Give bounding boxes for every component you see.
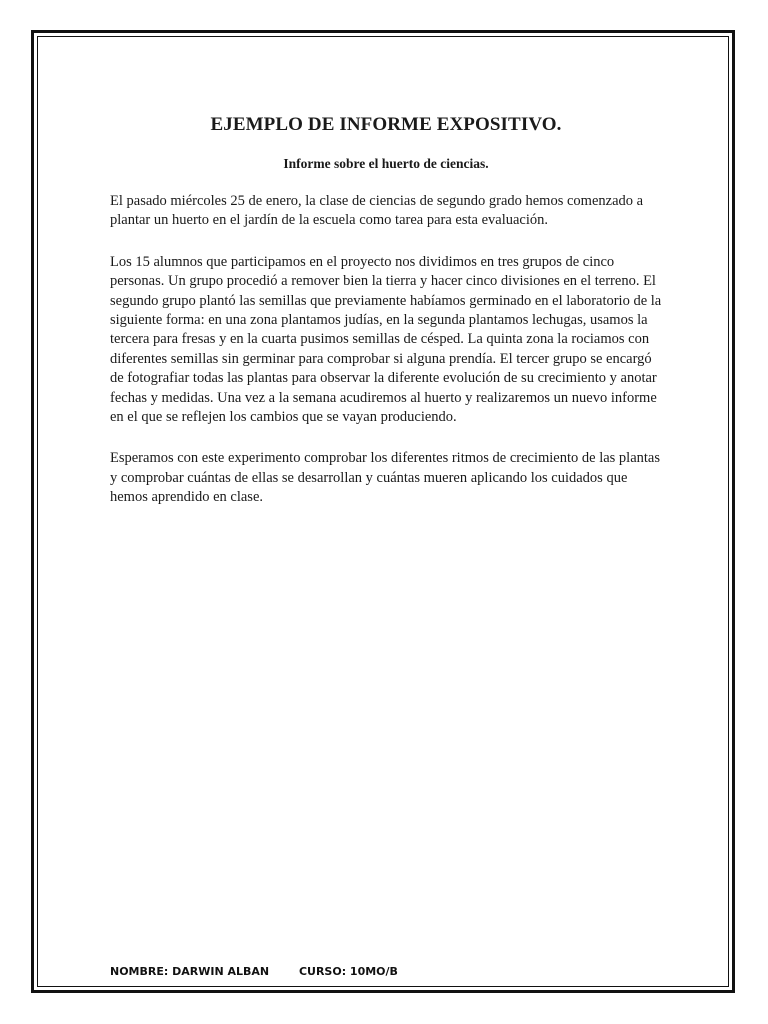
footer-name: NOMBRE: DARWIN ALBAN [110,965,270,978]
paragraph-intro: El pasado miércoles 25 de enero, la clase de ciencias de segundo grado hemos comenzado a plantar un huerto en el jardín de la escuela como tarea para esta evaluación. [110,193,644,229]
document-body [110,112,662,508]
document-title: EJEMPLO DE INFORME EXPOSITIVO. [210,114,562,135]
paragraph-conclusion: Esperamos con este experimento comprobar los diferentes ritmos de crecimiento de las plantas y comprobar cuántas de ellas se desarrollan y cuántas mueren aplicando los cuidados que hemos aprendido en clase. [110,450,661,506]
document-subtitle: Informe sobre el huerto de ciencias. [283,156,489,171]
paragraph-groups: Los 15 alumnos que participamos en el proyecto nos dividimos en tres grupos de cinco personas. Un grupo procedió a remover bien la tierra y hacer cinco divisiones en el terreno. El segundo grupo plantó las semillas que previamente habíamos germinado en el laboratorio de la siguiente forma: en una zona plantamos judías, en la segunda plantamos lechugas, usamos la tercera para fresas y en la cuarta pusimos semillas de césped. La quinta zona la rociamos con diferentes semillas sin germinar para comprobar si alguna prendía. El tercer grupo se encargó de fotografiar todas las plantas para observar la diferente evolución de su crecimiento y anotar fechas y medidas. Una vez a la semana acudiremos al huerto y realizaremos un nuevo informe en el que se reflejen los cambios que se vayan produciendo. [110,253,662,426]
footer [110,965,398,978]
footer-course: CURSO: 10MO/B [298,965,398,978]
